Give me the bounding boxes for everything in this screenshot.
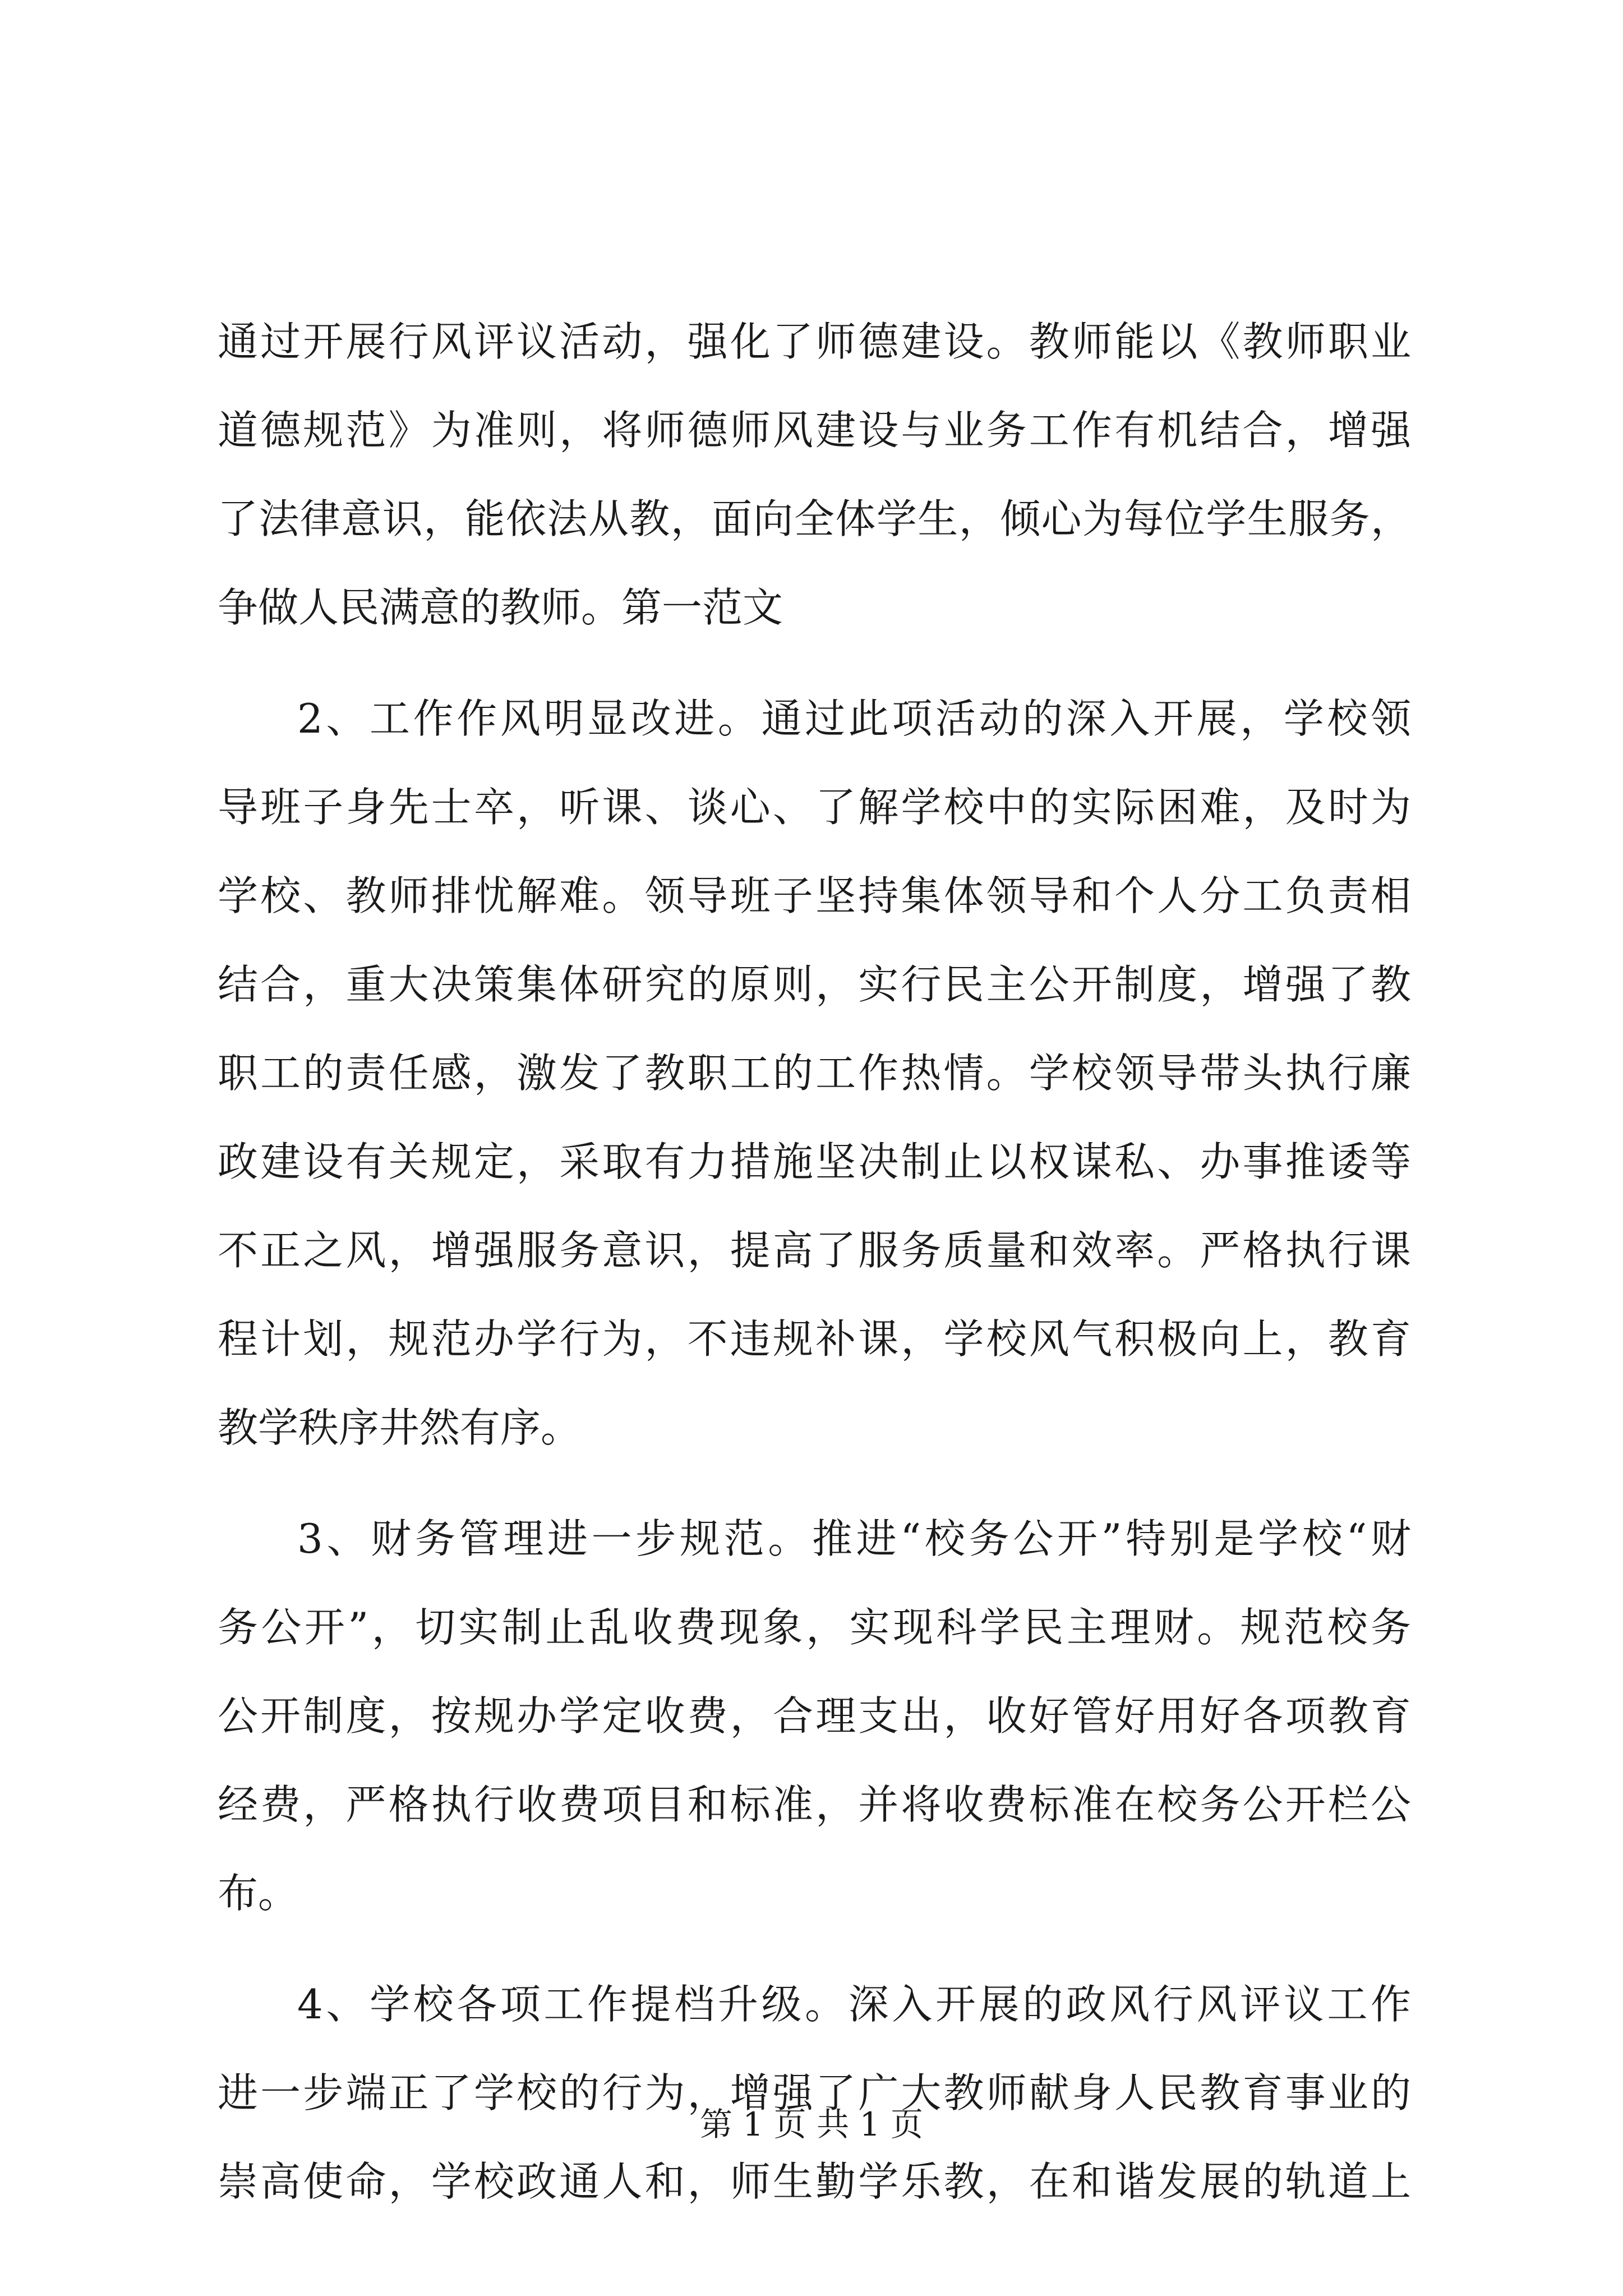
- text-line: 3、财务管理进一步规范。推进“校务公开”特别是学校“财: [297, 1515, 1411, 1562]
- paragraph-gap: [218, 1938, 1411, 1960]
- text-line: 经费，严格执行收费项目和标准，并将收费标准在校务公开栏公: [218, 1781, 1411, 1828]
- paragraph-1: [218, 674, 1411, 1472]
- text-line: 道德规范》为准则，将师德师风建设与业务工作有机结合，增强: [218, 407, 1411, 454]
- text-line: 学校、教师排忧解难。领导班子坚持集体领导和个人分工负责相: [218, 872, 1411, 919]
- text-line: 政建设有关规定，采取有力措施坚决制止以权谋私、办事推诿等: [218, 1138, 1411, 1185]
- document-body: [218, 297, 1411, 2226]
- text-line: 4、学校各项工作提档升级。深入开展的政风行风评议工作: [297, 1981, 1411, 2028]
- text-line: 公开制度，按规办学定收费，合理支出，收好管好用好各项教育: [218, 1692, 1411, 1740]
- text-line: 崇高使命，学校政通人和，师生勤学乐教，在和谐发展的轨道上: [218, 2158, 1411, 2205]
- text-line: 教学秩序井然有序。: [218, 1404, 582, 1451]
- text-line: 导班子身先士卒，听课、谈心、了解学校中的实际困难，及时为: [218, 784, 1411, 831]
- paragraph-2: [218, 1494, 1411, 1938]
- paragraph-gap: [218, 1472, 1411, 1494]
- text-line: 进一步端正了学校的行为，增强了广大教师献身人民教育事业的: [218, 2069, 1411, 2116]
- text-line: 了法律意识，能依法从教，面向全体学生，倾心为每位学生服务，: [218, 495, 1411, 542]
- text-line: 程计划，规范办学行为，不违规补课，学校风气积极向上，教育: [218, 1315, 1411, 1363]
- text-line: 务公开”，切实制止乱收费现象，实现科学民主理财。规范校务: [218, 1604, 1411, 1651]
- page-number-footer: 第 1 页 共 1 页: [700, 2105, 923, 2143]
- text-line: 通过开展行风评议活动，强化了师德建设。教师能以《教师职业: [218, 318, 1411, 365]
- text-line: 争做人民满意的教师。第一范文: [218, 584, 783, 631]
- text-line: 2、工作作风明显改进。通过此项活动的深入开展，学校领: [297, 695, 1411, 742]
- text-line: 职工的责任感，激发了教职工的工作热情。学校领导带头执行廉: [218, 1050, 1411, 1097]
- paragraph-gap: [218, 652, 1411, 674]
- paragraph-0: [218, 297, 1411, 652]
- text-line: 布。: [218, 1870, 299, 1917]
- paragraph-3: [218, 1960, 1411, 2226]
- text-line: 不正之风，增强服务意识，提高了服务质量和效率。严格执行课: [218, 1227, 1411, 1274]
- text-line: 结合，重大决策集体研究的原则，实行民主公开制度，增强了教: [218, 961, 1411, 1008]
